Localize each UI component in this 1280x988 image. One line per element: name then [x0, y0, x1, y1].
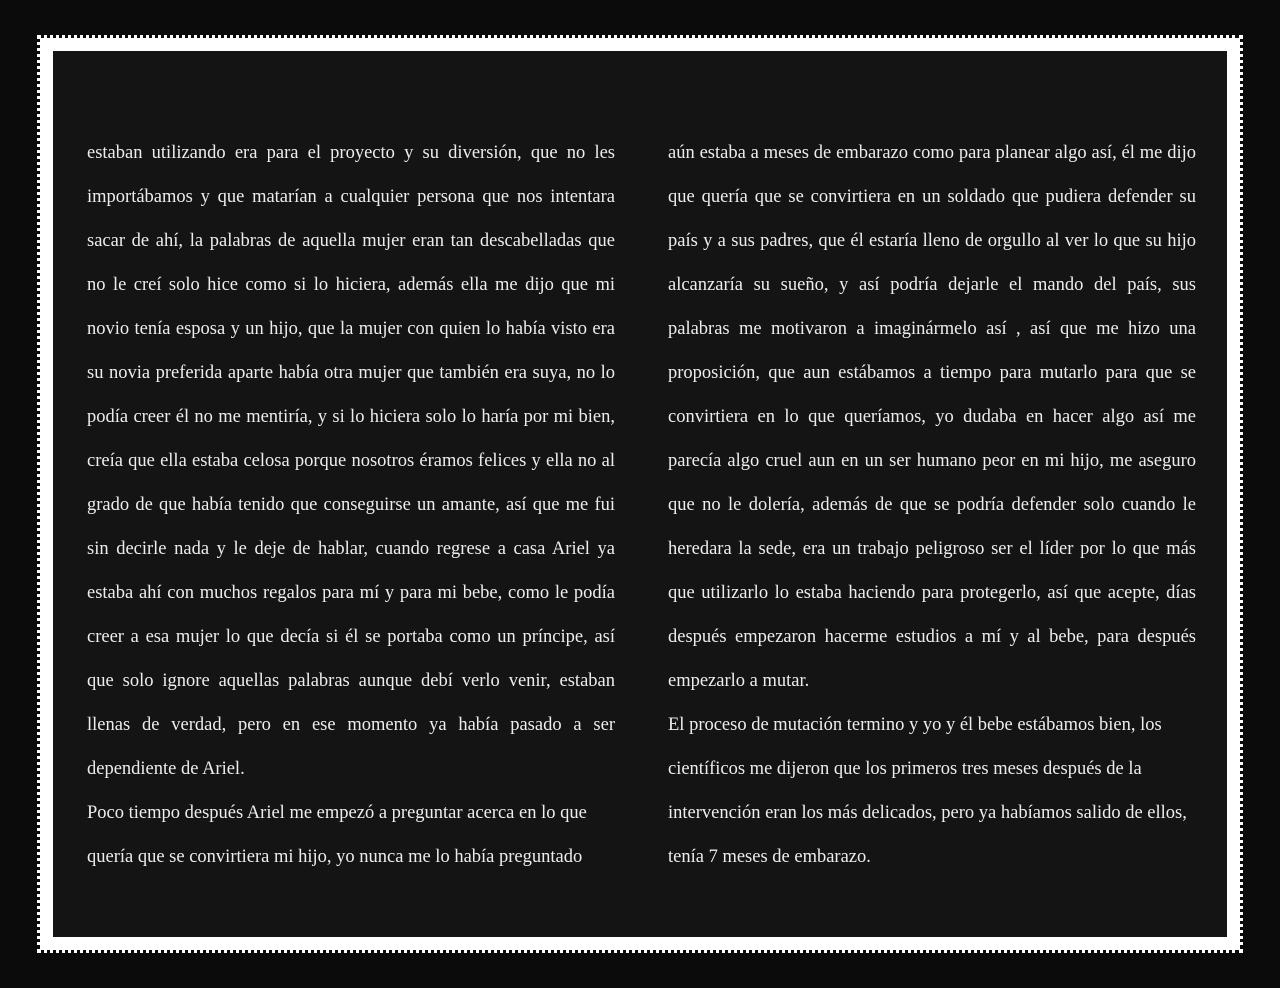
page-frame [40, 38, 1240, 950]
right-paragraph-2: El proceso de mutación termino y yo y él bebe estábamos bien, los científicos me dijeron que los primeros tres meses después de la intervención eran los más delicados, pero ya habíamos salido de ellos, tenía 7 meses de embarazo. [668, 715, 1187, 867]
right-column [668, 131, 1196, 879]
left-paragraph-2: Poco tiempo después Ariel me empezó a preguntar acerca en lo que quería que se convirtiera mi hijo, yo nunca me lo había preguntado [87, 803, 587, 867]
right-paragraph-1: aún estaba a meses de embarazo como para planear algo así, él me dijo que quería que se convirtiera en un soldado que pudiera defender su país y a sus padres, que él estaría lleno de orgullo al ver lo que su hijo alcanzaría su sueño, y así podría dejarle el mando del país, sus palabras me motivaron a imaginármelo así , así que me hizo una proposición, que aun estábamos a tiempo para mutarlo para que se convirtiera en lo que queríamos, yo dudaba en hacer algo así me parecía algo cruel aun en un ser humano peor en mi hijo, me aseguro que no le dolería, además de que se podría defender solo cuando le heredara la sede, era un trabajo peligroso ser el líder por lo que más que utilizarlo lo estaba haciendo para protegerlo, así que acepte, días después empezaron hacerme estudios a mí y al bebe, para después empezarlo a mutar. [668, 143, 1196, 691]
left-column [87, 131, 615, 879]
left-paragraph-1: estaban utilizando era para el proyecto y su diversión, que no les importábamos y que matarían a cualquier persona que nos intentara sacar de ahí, la palabras de aquella mujer eran tan descabelladas que no le creí solo hice como si lo hiciera, además ella me dijo que mi novio tenía esposa y un hijo, que la mujer con quien lo había visto era su novia preferida aparte había otra mujer que también era suya, no lo podía creer él no me mentiría, y si lo hiciera solo lo haría por mi bien, creía que ella estaba celosa porque nosotros éramos felices y ella no al grado de que había tenido que conseguirse un amante, así que me fui sin decirle nada y le deje de hablar, cuando regrese a casa Ariel ya estaba ahí con muchos regalos para mí y para mi bebe, como le podía creer a esa mujer lo que decía si él se portaba como un príncipe, así que solo ignore aquellas palabras aunque debí verlo venir, estaban llenas de verdad, pero en ese momento ya había pasado a ser dependiente de Ariel. [87, 143, 615, 779]
text-panel [53, 51, 1227, 937]
